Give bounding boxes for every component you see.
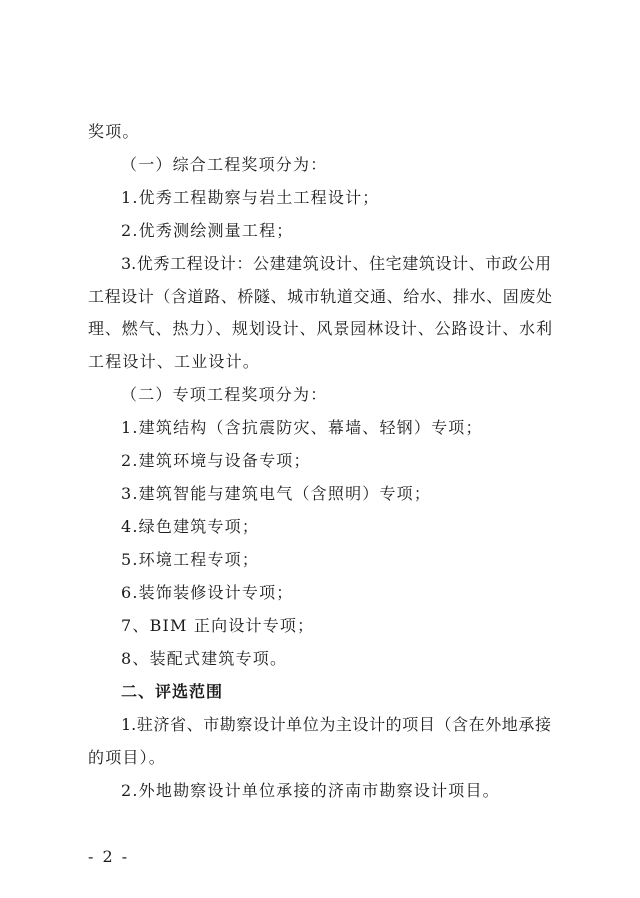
line-comprehensive-item-3: 3.优秀工程设计：公建建筑设计、住宅建筑设计、市政公用 — [121, 254, 551, 273]
line-special-item-6: 6.装饰装修设计专项； — [121, 583, 294, 602]
line-scope-item-2: 2.外地勘察设计单位承接的济南市勘察设计项目。 — [121, 781, 500, 800]
line-special-item-2: 2.建筑环境与设备专项； — [121, 451, 311, 470]
line-special-item-1: 1.建筑结构（含抗震防灾、幕墙、轻钢）专项； — [121, 418, 483, 437]
line-comprehensive-heading: （一）综合工程奖项分为： — [121, 155, 328, 174]
line-special-item-7: 7、BIM 正向设计专项； — [121, 616, 315, 635]
line-scope-item-1-cont: 的项目）。 — [88, 748, 167, 767]
line-comprehensive-item-3-cont-1: 工程设计（含道路、桥隧、城市轨道交通、给水、排水、固废处 — [88, 287, 552, 306]
line-comprehensive-item-3-cont-3: 工程设计、工业设计。 — [88, 352, 261, 371]
page-number: - 2 - — [88, 847, 130, 866]
line-special-heading: （二）专项工程奖项分为： — [121, 385, 328, 404]
line-special-item-5: 5.环境工程专项； — [121, 550, 260, 569]
line-comprehensive-item-1: 1.优秀工程勘察与岩土工程设计； — [121, 188, 380, 207]
line-comprehensive-item-2: 2.优秀测绘测量工程； — [121, 221, 294, 240]
line-scope-item-1: 1.驻济省、市勘察设计单位为主设计的项目（含在外地承接 — [121, 715, 551, 734]
line-special-item-8: 8、装配式建筑专项。 — [121, 649, 288, 668]
section-heading-scope: 二、评选范围 — [121, 682, 224, 701]
line-special-item-3: 3.建筑智能与建筑电气（含照明）专项； — [121, 484, 432, 503]
line-special-item-4: 4.绿色建筑专项； — [121, 517, 260, 536]
line-award-continuation: 奖项。 — [88, 122, 140, 141]
line-comprehensive-item-3-cont-2: 理、燃气、热力）、规划设计、风景园林设计、公路设计、水利 — [88, 319, 552, 338]
